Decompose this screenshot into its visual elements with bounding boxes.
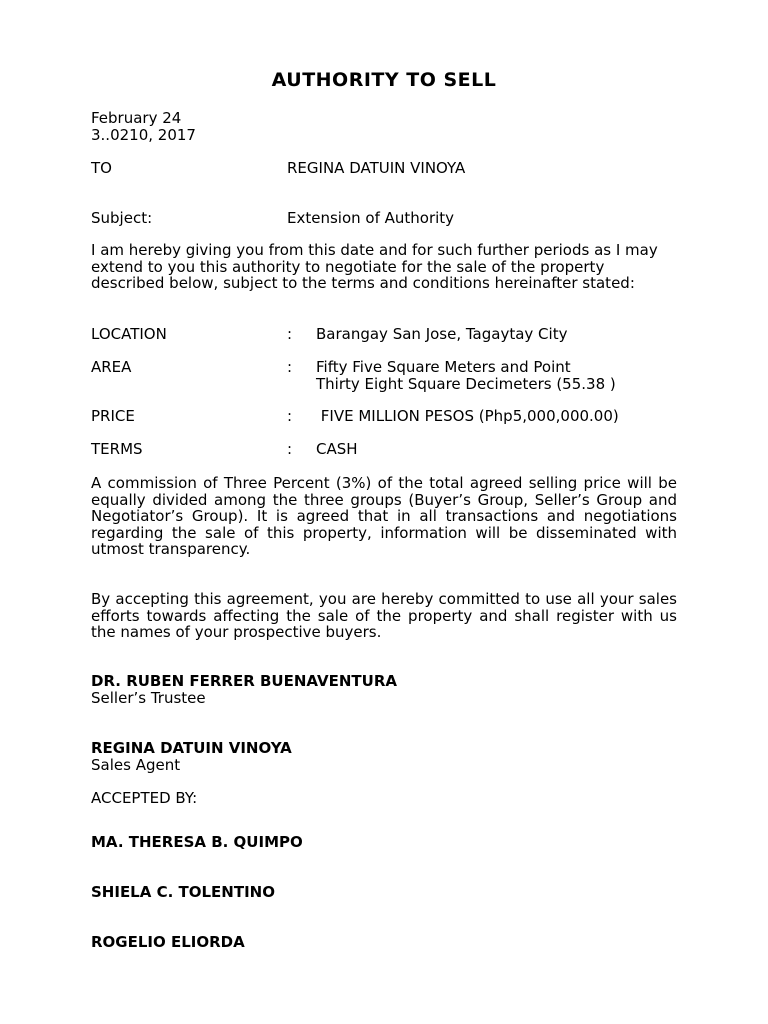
subject-label: Subject: — [91, 209, 153, 227]
accepted-by-name: SHIELA C. TOLENTINO — [91, 883, 275, 901]
term-value-line-2: Thirty Eight Square Decimeters (55.38 ) — [316, 374, 616, 393]
term-value: FIVE MILLION PESOS (Php5,000,000.00) — [316, 407, 619, 425]
term-label: TERMS — [91, 440, 143, 458]
to-label: TO — [91, 159, 112, 177]
accepted-by-name: MA. THERESA B. QUIMPO — [91, 833, 303, 851]
date-line-1: February 24 — [91, 109, 182, 127]
signatory-name: REGINA DATUIN VINOYA — [91, 739, 292, 757]
signatory-role: Sales Agent — [91, 756, 181, 774]
document-title: AUTHORITY TO SELL — [271, 69, 497, 91]
accepted-by-label: ACCEPTED BY: — [91, 789, 198, 807]
acceptance-paragraph: By accepting this agreement, you are hereby committed to use all your sales efforts towards affecting the sale of the property and shall register with us the names of your prospective buyers. — [91, 590, 677, 641]
term-value: Barangay San Jose, Tagaytay City — [316, 325, 568, 343]
term-label: AREA — [91, 358, 132, 376]
intro-paragraph: I am hereby giving you from this date and for such further periods as I may extend to you this authority to negotiate for the sale of the property described below, subject to the terms and conditions hereinafter stated: — [91, 241, 658, 292]
term-value: CASH — [316, 440, 358, 458]
to-value: REGINA DATUIN VINOYA — [287, 159, 466, 177]
term-label: LOCATION — [91, 325, 167, 343]
accepted-by-name: ROGELIO ELIORDA — [91, 933, 245, 951]
signatory-name: DR. RUBEN FERRER BUENAVENTURA — [91, 672, 397, 690]
subject-value: Extension of Authority — [287, 209, 455, 227]
date-line-2: 3..0210, 2017 — [91, 126, 196, 144]
commission-paragraph: A commission of Three Percent (3%) of the total agreed selling price will be equally divided among the three groups (Buyer’s Group, Seller’s Group and Negotiator’s Group). It is agreed that in all transactions and negotiations regarding the sale of this property, information will be disseminated with utmost transparency. — [91, 474, 677, 558]
signatory-role: Seller’s Trustee — [91, 689, 206, 707]
term-separator: : — [287, 440, 293, 458]
term-value: Fifty Five Square Meters and Point — [316, 358, 571, 376]
term-label: PRICE — [91, 407, 135, 425]
term-separator: : — [287, 325, 293, 343]
term-separator: : — [287, 407, 293, 425]
term-separator: : — [287, 358, 293, 376]
